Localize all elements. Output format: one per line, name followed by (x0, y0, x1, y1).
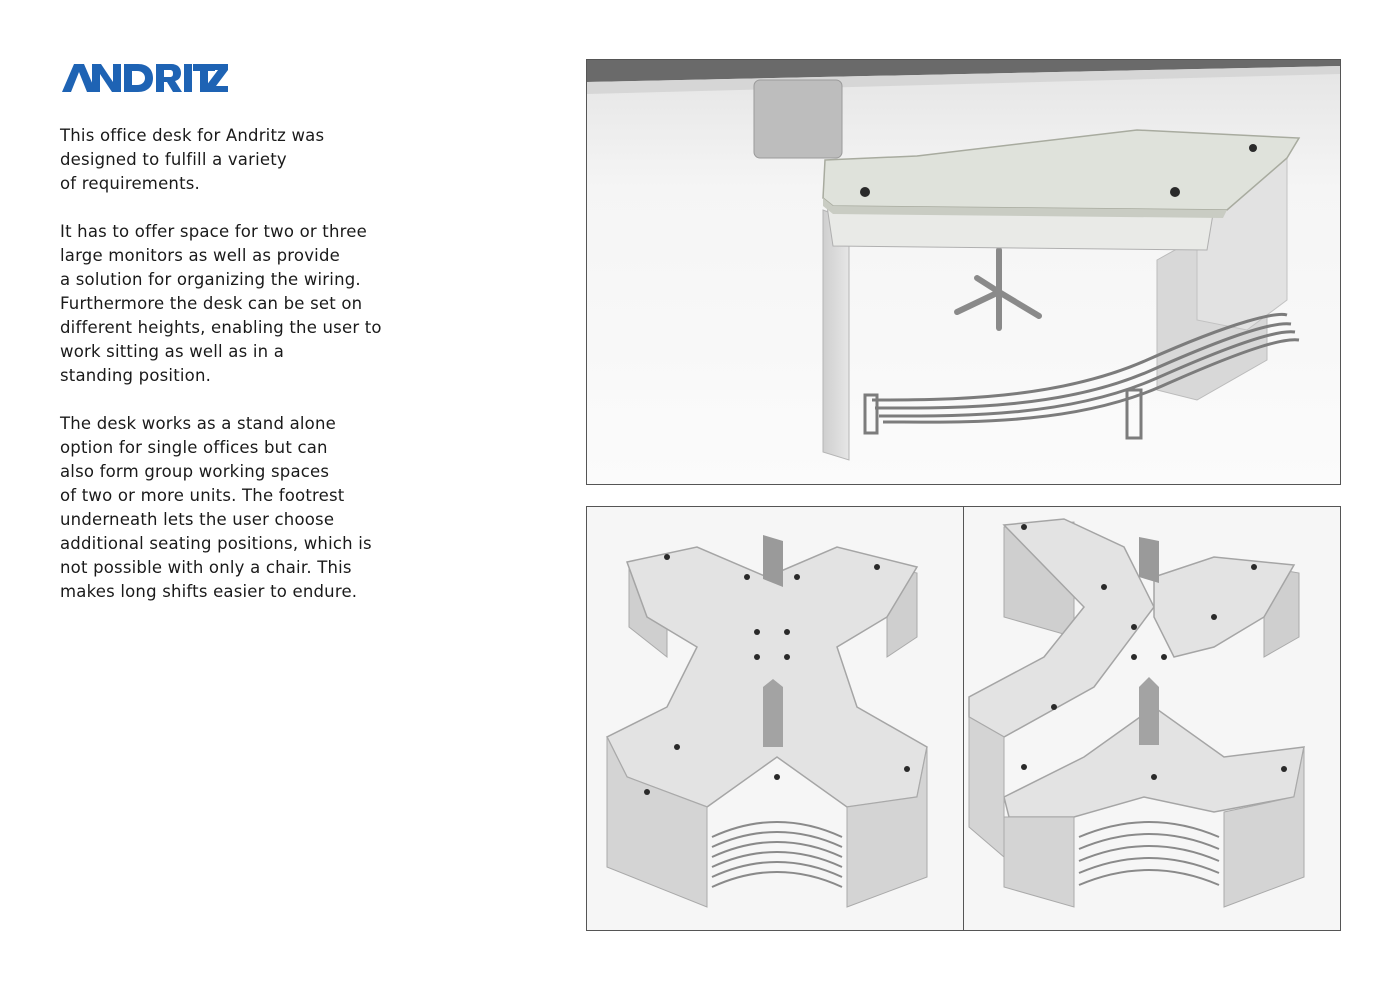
cluster-four-render-image (586, 506, 964, 931)
main-render-image (586, 59, 1341, 485)
cluster-three-render-image (963, 506, 1341, 931)
andritz-logo (62, 60, 228, 96)
description (60, 124, 420, 628)
description-paragraph: The desk works as a stand alone option for single offices but can also form group working spaces of two or more units. The footrest underneath lets the user choose additional seating positions, which is not possible with only a chair. This makes long shifts easier to endure. (60, 414, 372, 601)
description-paragraph: This office desk for Andritz was designed to fulfill a variety of requirements. (60, 126, 325, 193)
description-paragraph: It has to offer space for two or three large monitors as well as provide a solution for organizing the wiring. Furthermore the desk can be set on different heights, enabling the user to work sitting as well as in a standing position. (60, 222, 382, 385)
